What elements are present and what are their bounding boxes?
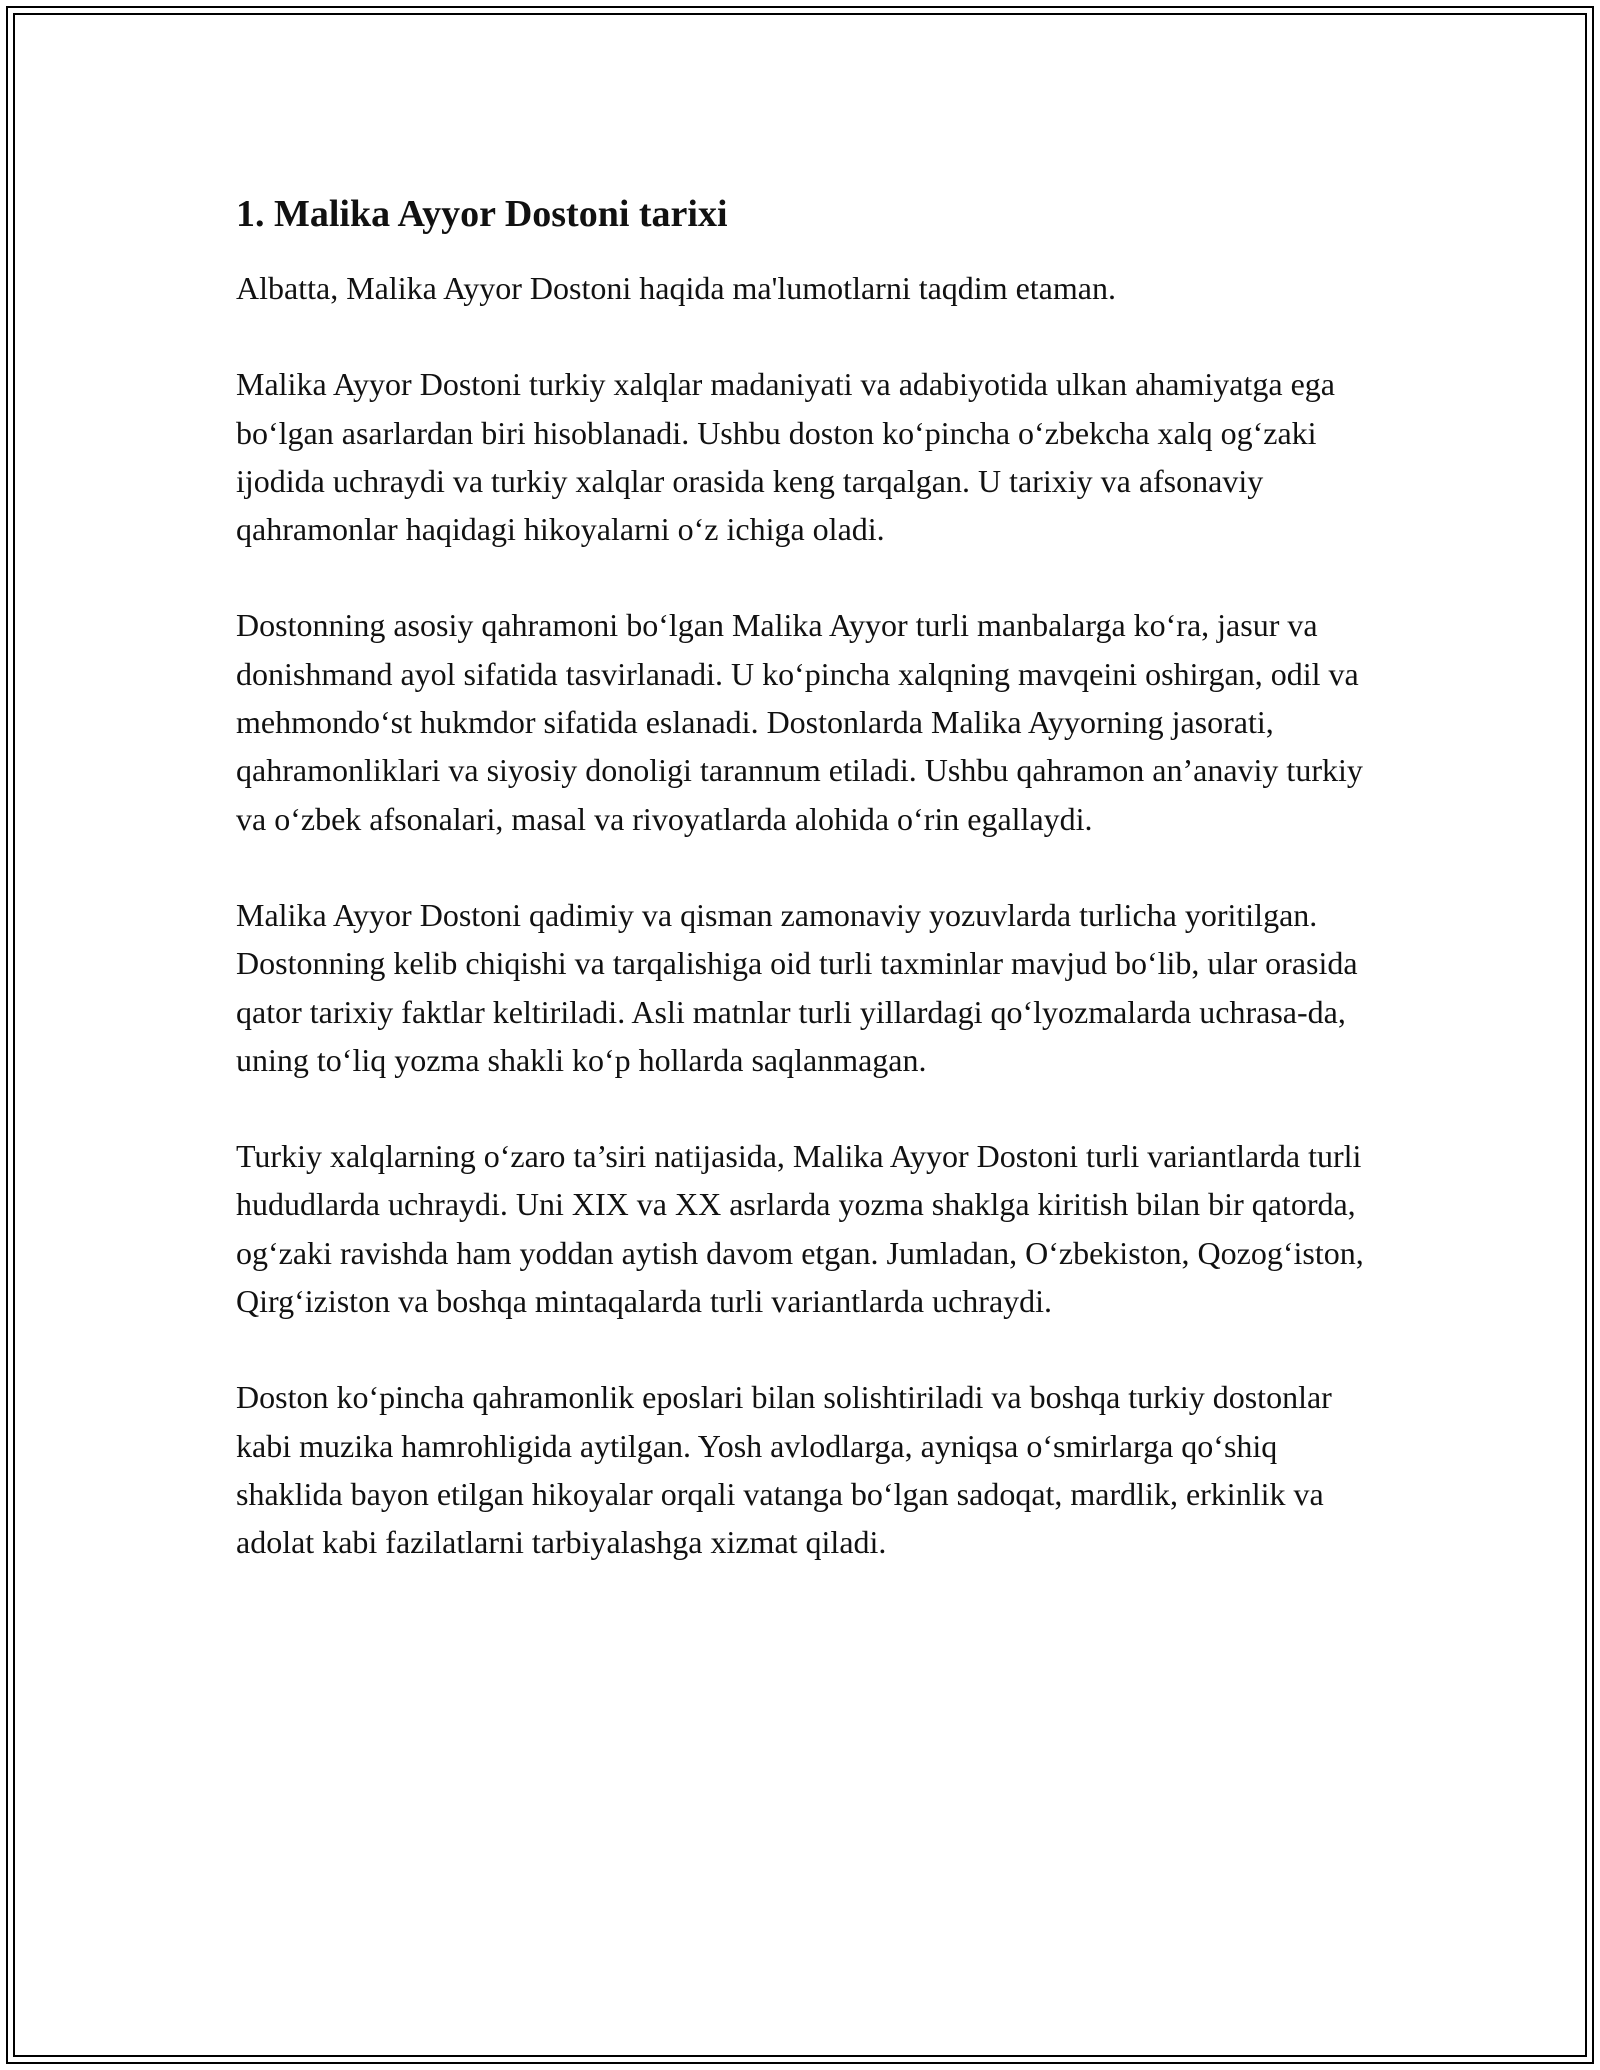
paragraph-variants: Turkiy xalqlarning o‘zaro ta’siri natijasida, Malika Ayyor Dostoni turli variantlarda turli hududlarda uchraydi. Uni XIX va XX asrlarda yozma shaklga kiritish bilan bir qatorda, og‘zaki ravishda ham yoddan aytish davom etgan. Jumladan, O‘zbekiston, Qozog‘iston, Qirg‘iziston va boshqa mintaqalarda turli variantlarda uchraydi. [236, 1138, 1364, 1320]
paragraph-heroine: Dostonning asosiy qahramoni bo‘lgan Malika Ayyor turli manbalarga ko‘ra, jasur va donishmand ayol sifatida tasvirlanadi. U ko‘pincha xalqning mavqeini oshirgan, odil va mehmondo‘st hukmdor sifatida eslanadi. Dostonlarda Malika Ayyorning jasorati, qahramonliklari va siyosiy donoligi tarannum etiladi. Ushbu qahramon an’anaviy turkiy va o‘zbek afsonalari, masal va rivoyatlarda alohida o‘rin egallaydi. [236, 607, 1363, 837]
paragraph-sources: Malika Ayyor Dostoni qadimiy va qisman zamonaviy yozuvlarda turlicha yoritilgan. Dostonning kelib chiqishi va tarqalishiga oid turli taxminlar mavjud bo‘lib, ular orasida qator tarixiy faktlar keltiriladi. Asli matnlar turli yillardagi qo‘lyozmalarda uchrasa-da, uning to‘liq yozma shakli ko‘p hollarda saqlanmagan. [236, 896, 1358, 1078]
document-body [236, 186, 1386, 1615]
paragraph-overview: Malika Ayyor Dostoni turkiy xalqlar madaniyati va adabiyotida ulkan ahamiyatga ega bo‘lgan asarlardan biri hisoblanadi. Ushbu doston ko‘pincha o‘zbekcha xalq og‘zaki ijodida uchraydi va turkiy xalqlar orasida keng tarqalgan. U tarixiy va afsonaviy qahramonlar haqidagi hikoyalarni o‘z ichiga oladi. [236, 366, 1335, 548]
paragraph-significance: Doston ko‘pincha qahramonlik eposlari bilan solishtiriladi va boshqa turkiy dostonlar kabi muzika hamrohligida aytilgan. Yosh avlodlarga, ayniqsa o‘smirlarga qo‘shiq shaklida bayon etilgan hikoyalar orqali vatanga bo‘lgan sadoqat, mardlik, erkinlik va adolat kabi fazilatlarni tarbiyalashga xizmat qiladi. [236, 1379, 1332, 1561]
paragraph-intro: Albatta, Malika Ayyor Dostoni haqida ma'lumotlarni taqdim etaman. [236, 270, 1116, 306]
document-heading: 1. Malika Ayyor Dostoni tarixi [236, 193, 728, 235]
